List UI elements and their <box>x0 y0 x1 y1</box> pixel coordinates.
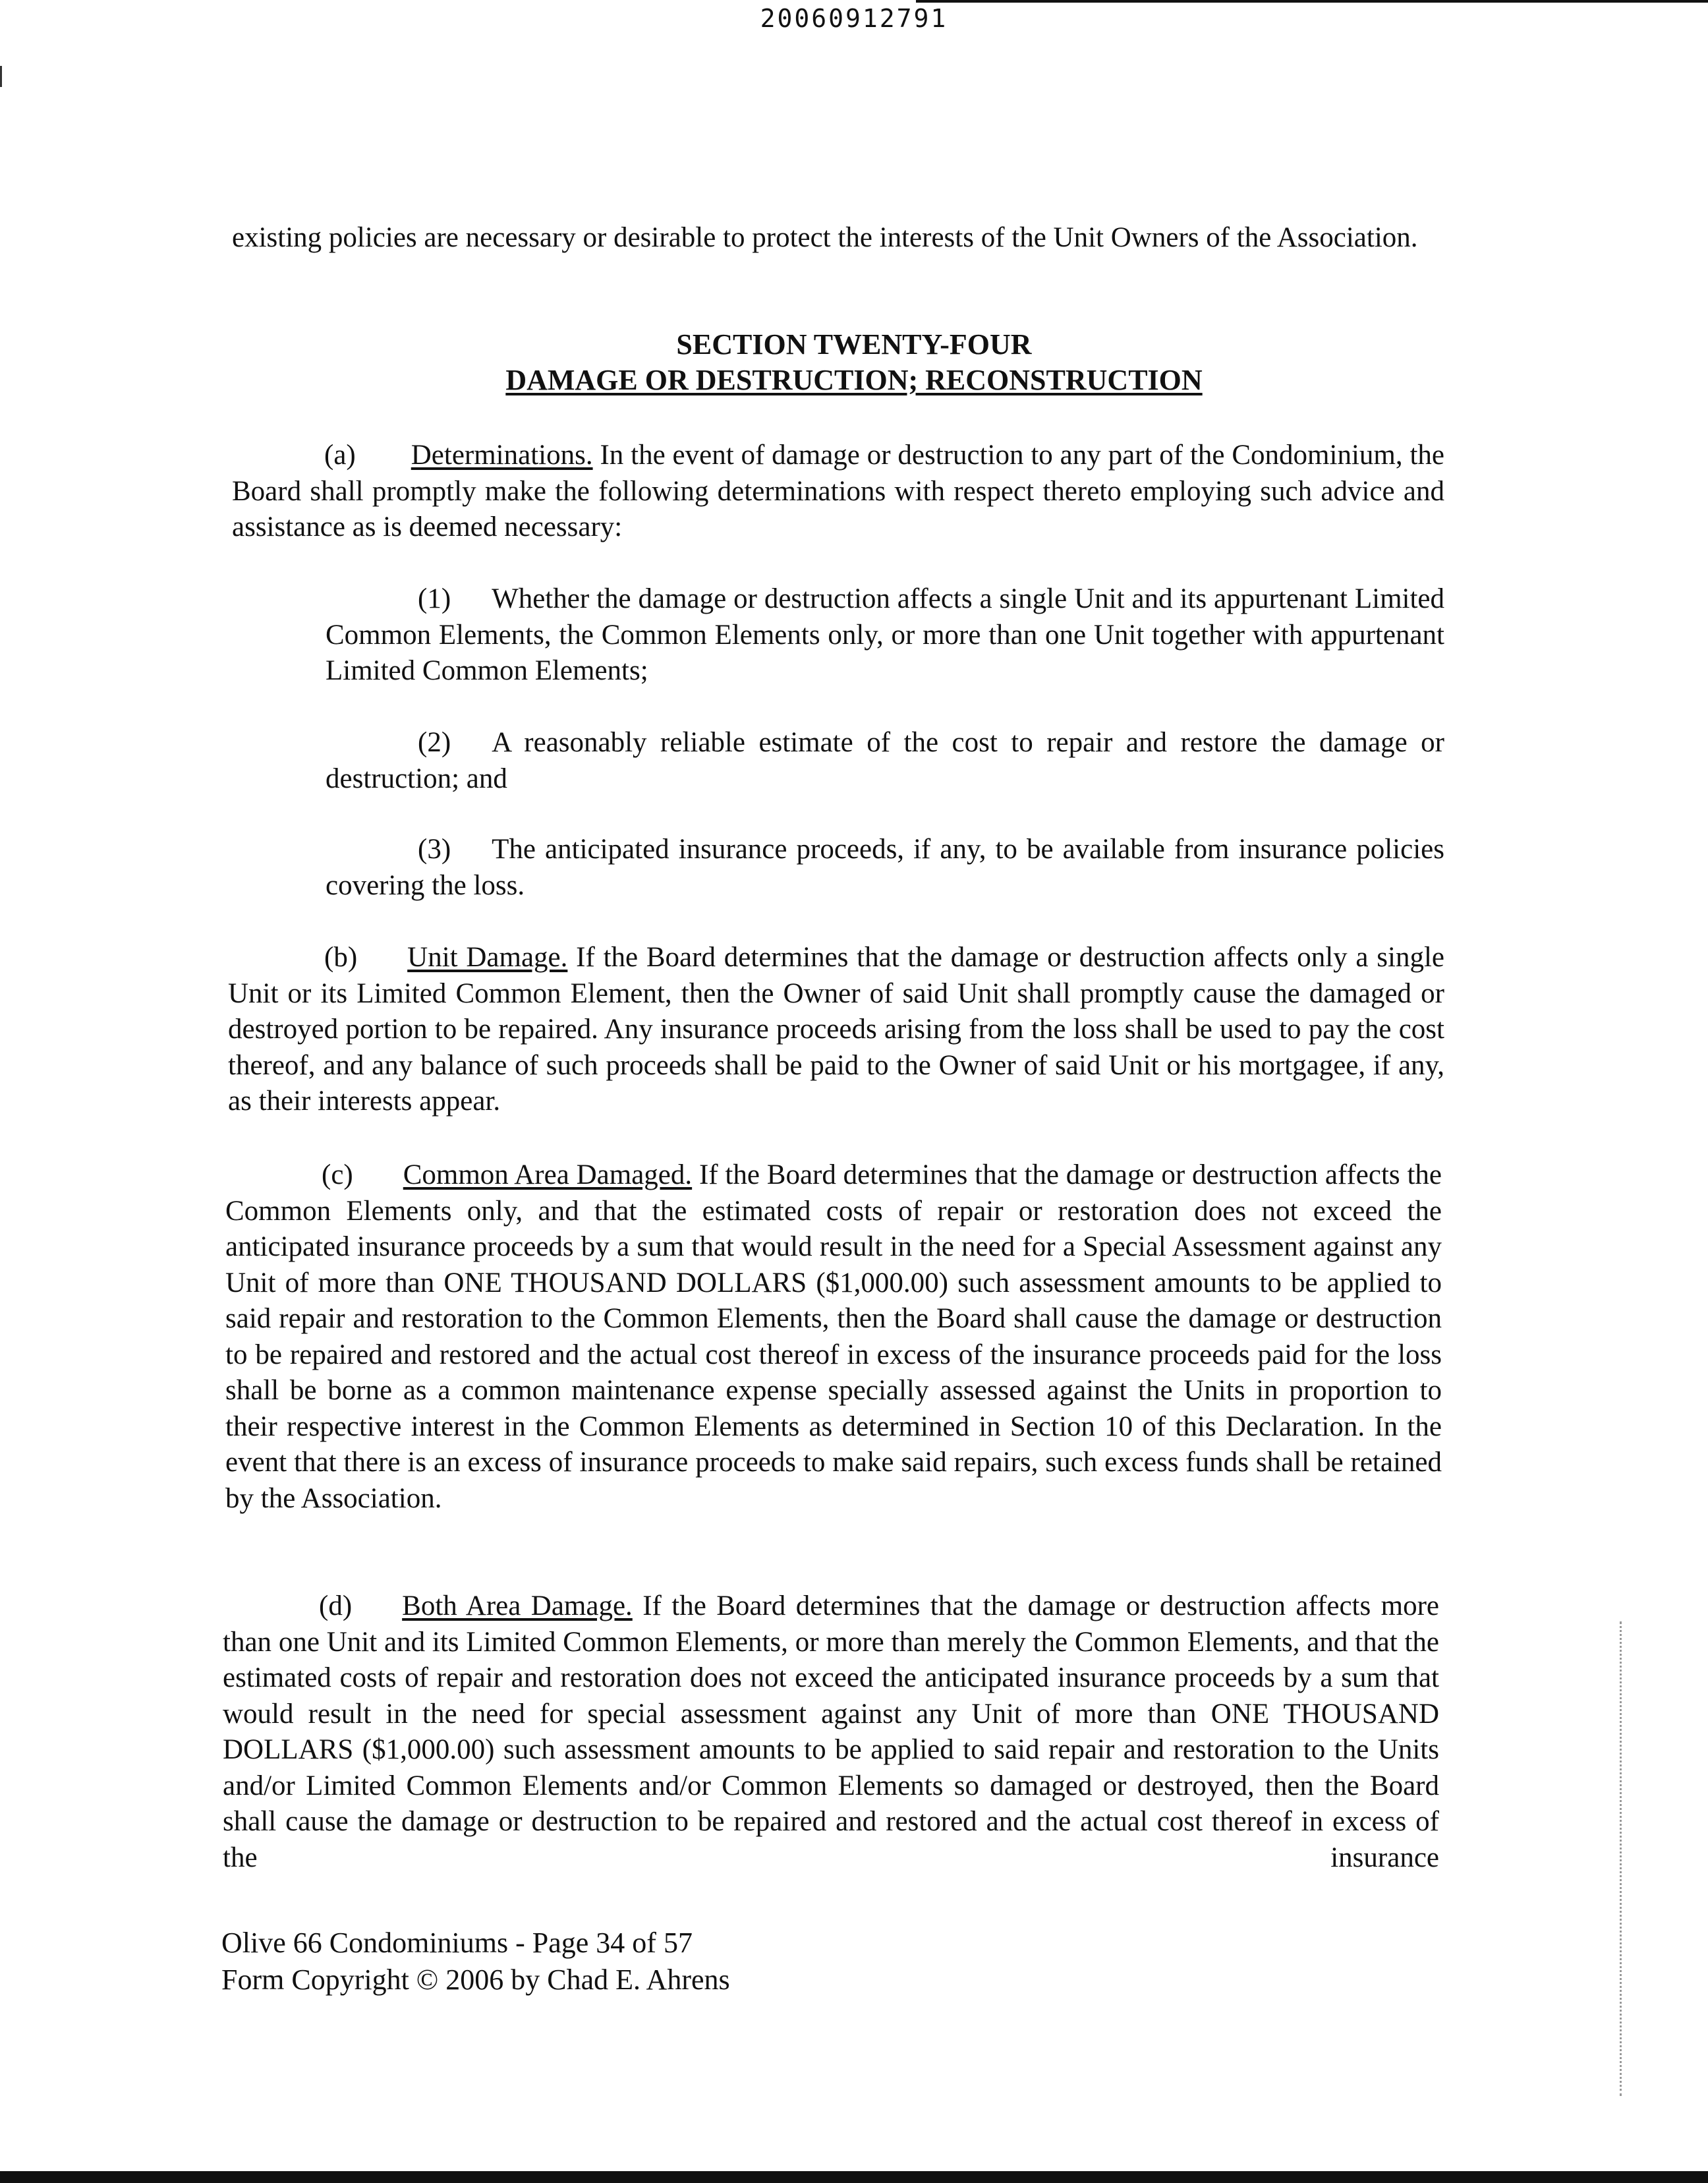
paragraph-body: If the Board determines that the damage or destruction affects only a single Unit or its Limited Common Element, then the Owner of said Unit shall promptly cause the damaged or destroyed portion to be repaired. Any insurance proceeds arising from the loss shall be used to pay the cost thereof, and any balance of such proceeds shall be paid to the Owner of said Unit or his mortgagee, if any, as their interests appear. <box>228 942 1444 1117</box>
paragraph-a2 <box>326 725 1444 797</box>
paragraph-d <box>223 1588 1439 1876</box>
paragraph-body: If the Board determines that the damage or destruction affects the Common Elements only, and that the estimated costs of repair or restoration does not exceed the anticipated insurance proceeds by a sum that would result in the need for a Special Assessment against any Unit of more than ONE THOUSAND DOLLARS ($1,000.00) such assessment amounts to be applied to said repair and restoration to the Common Elements, then the Board shall cause the damage or destruction to be repaired and restored and the actual cost thereof in excess of the insurance proceeds paid for the loss shall be borne as a common maintenance expense specially assessed against the Units in proportion to their respective interest in the Common Elements as determined in Section 10 of this Declaration. In the event that there is an excess of insurance proceeds to make said repairs, such excess funds shall be retained by the Association. <box>225 1159 1442 1514</box>
footer-copyright: Form Copyright © 2006 by Chad E. Ahrens <box>221 1964 730 1996</box>
paragraph-body: A reasonably reliable estimate of the cost to repair and restore the damage or destruction; and <box>326 727 1444 794</box>
section-subtitle: DAMAGE OR DESTRUCTION; RECONSTRUCTION <box>505 364 1203 396</box>
document-id: 20060912791 <box>760 4 948 33</box>
scan-artifact-dots <box>1620 1621 1622 2096</box>
paragraph-marker: (a) <box>324 440 356 471</box>
paragraph-c <box>225 1157 1442 1517</box>
footer-page-info: Olive 66 Condominiums - Page 34 of 57 <box>221 1927 693 1959</box>
paragraph-body: The anticipated insurance proceeds, if any, to be available from insurance policies covering the loss. <box>326 834 1444 901</box>
scan-edge-mark <box>0 66 2 87</box>
paragraph-marker: (1) <box>418 583 451 614</box>
paragraph-heading: Both Area Damage. <box>402 1590 633 1621</box>
section-title: SECTION TWENTY-FOUR <box>676 328 1032 361</box>
paragraph-body: In the event of damage or destruction to any part of the Condominium, the Board shall promptly make the following determinations with respect thereto employing such advice and assistance as is deemed necessary: <box>232 440 1444 542</box>
scan-border-bottom <box>0 2171 1708 2183</box>
paragraph-heading: Unit Damage. <box>407 942 568 973</box>
paragraph-b <box>228 940 1444 1120</box>
paragraph-marker: (b) <box>324 942 358 973</box>
paragraph-marker: (d) <box>319 1590 353 1621</box>
paragraph-a <box>232 438 1444 546</box>
paragraph-marker: (2) <box>418 727 451 758</box>
paragraph-body: If the Board determines that the damage or destruction affects more than one Unit and its Limited Common Elements, or more than merely the Common Elements, and that the estimated costs of repair and restoration does not exceed the anticipated insurance proceeds by a sum that would result in the need for special assessment against any Unit of more than ONE THOUSAND DOLLARS ($1,000.00) such assessment amounts to be applied to said repair and restoration to the Units and/or Limited Common Elements and/or Common Elements so damaged or destroyed, then the Board shall cause the damage or destruction to be repaired and restored and the actual cost thereof in excess of the insurance <box>223 1590 1440 1873</box>
paragraph-heading: Determinations. <box>411 440 593 471</box>
paragraph-a3 <box>326 832 1444 904</box>
paragraph-a1 <box>326 581 1444 689</box>
paragraph-marker: (c) <box>322 1159 353 1190</box>
scan-border-top <box>916 0 1708 3</box>
paragraph-marker: (3) <box>418 834 451 865</box>
paragraph-body: Whether the damage or destruction affects a single Unit and its appurtenant Limited Common Elements, the Common Elements only, or more than one Unit together with appurtenant Limited Common Elements; <box>326 583 1444 686</box>
continuation-paragraph: existing policies are necessary or desirable to protect the interests of the Unit Owners of the Association. <box>232 222 1418 253</box>
paragraph-heading: Common Area Damaged. <box>403 1159 693 1190</box>
